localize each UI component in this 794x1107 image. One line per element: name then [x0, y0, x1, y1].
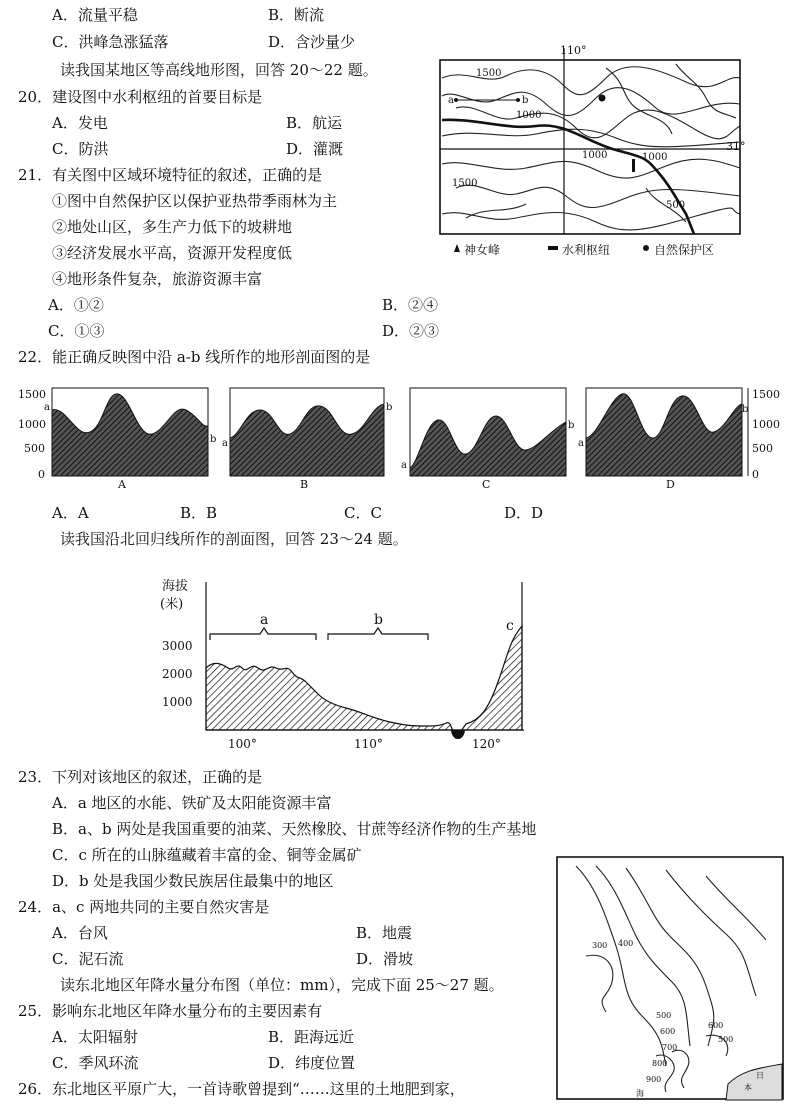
q24-option-a: A．台风 [52, 924, 108, 942]
sea-label-3: 海 [636, 1089, 644, 1098]
isoline-400: 400 [618, 939, 634, 948]
xtick-110: 110° [354, 737, 383, 751]
q25-option-c: C．季风环流 [52, 1054, 139, 1072]
profile-d-label-a: a [578, 438, 584, 449]
intro-23-24: 读我国沿北回归线所作的剖面图，回答 23～24 题。 [60, 530, 408, 548]
ytick-3000: 3000 [162, 639, 193, 653]
q21-statement-2: ②地处山区，多生产力低下的坡耕地 [52, 218, 293, 236]
q25-option-d: D．纬度位置 [268, 1054, 356, 1072]
profile-a-caption: A [118, 478, 126, 491]
legend-peak: 神女峰 [464, 243, 501, 257]
q25-option-b: B．距海远近 [268, 1028, 355, 1046]
dam-legend-icon [548, 246, 558, 250]
q19-option-c: C．洪峰急涨猛落 [52, 33, 169, 51]
profile-c-caption: C [482, 478, 491, 491]
profile-d-caption: D [666, 478, 675, 491]
profile-b [222, 388, 392, 491]
q20-option-b: B．航运 [286, 114, 343, 132]
contour-label-1000-mid: 1000 [582, 150, 608, 161]
intro-20-22: 读我国某地区等高线地形图，回答 20～22 题。 [60, 61, 378, 79]
nature-reserve-marker [599, 95, 606, 102]
profile-a-label-a: a [44, 402, 50, 413]
q21-option-d: D．②③ [382, 322, 440, 340]
q20-option-c: C．防洪 [52, 140, 109, 158]
region-c-label: c [506, 618, 514, 634]
q19-option-a: A．流量平稳 [52, 6, 138, 24]
sea-trench [451, 730, 465, 739]
point-b-marker [516, 98, 520, 102]
right-tick-1500: 1500 [752, 388, 780, 401]
q24-option-b: B．地震 [356, 924, 413, 942]
contour-label-500: 500 [666, 200, 686, 211]
region-a-label: a [260, 612, 269, 628]
isoline-600: 600 [660, 1027, 676, 1036]
reserve-legend-icon [643, 245, 649, 251]
q24-option-c: C．泥石流 [52, 950, 124, 968]
isoline-600-east: 600 [708, 1021, 724, 1030]
lon-label: 110° [560, 44, 587, 57]
q24-option-d: D．滑坡 [356, 950, 414, 968]
q21-statement-1: ①图中自然保护区以保护亚热带季雨林为主 [52, 192, 338, 210]
peak-icon [454, 244, 460, 252]
profile-options-figure [14, 380, 786, 492]
q23-option-d: D．b 处是我国少数民族居住最集中的地区 [52, 872, 334, 890]
q21-option-b: B．②④ [382, 296, 439, 314]
tropic-profile-figure [150, 572, 540, 752]
profile-b-label-a: a [222, 438, 228, 449]
q19-option-b: B．断流 [268, 6, 325, 24]
left-tick-500: 500 [24, 442, 45, 455]
right-tick-0: 0 [752, 468, 759, 481]
q23-option-a: A．a 地区的水能、铁矿及太阳能资源丰富 [52, 794, 332, 812]
q21-option-a: A．①② [48, 296, 104, 314]
legend-reserve: 自然保护区 [654, 243, 715, 257]
isoline-700: 700 [662, 1043, 678, 1052]
q22-option-a: A．A [52, 504, 89, 522]
isoline-500-east: 500 [718, 1035, 734, 1044]
profile-c-label-b: b [568, 420, 575, 431]
q26-stem: 26．东北地区平原广大，一首诗歌曾提到“……这里的土地肥到家， [18, 1080, 465, 1098]
profile-a-label-b: b [210, 434, 217, 445]
sea-label-2: 本 [744, 1083, 752, 1092]
terrain-profile [206, 626, 522, 738]
dam-marker [632, 159, 635, 172]
point-a-marker [454, 98, 458, 102]
ytick-1000: 1000 [162, 695, 193, 709]
right-tick-500: 500 [752, 442, 773, 455]
contour-label-1000-left: 1000 [516, 110, 542, 121]
q21-option-c: C．①③ [48, 322, 105, 340]
q22-option-c: C．C [344, 504, 382, 522]
q21-statement-3: ③经济发展水平高，资源开发程度低 [52, 244, 293, 262]
left-tick-0: 0 [38, 468, 45, 481]
q22-option-d: D．D [504, 504, 544, 522]
profile-a [44, 388, 216, 491]
q23-stem: 23．下列对该地区的叙述，正确的是 [18, 768, 263, 786]
xtick-120: 120° [472, 737, 501, 751]
lat-label: 31° [726, 140, 746, 153]
q20-stem: 20．建设图中水利枢纽的首要目标是 [18, 88, 263, 106]
profile-d-label-b: b [742, 404, 749, 415]
contour-label-1500-bottom: 1500 [452, 178, 478, 189]
region-b-label: b [374, 612, 383, 628]
ytick-2000: 2000 [162, 667, 193, 681]
q20-option-d: D．灌溉 [286, 140, 344, 158]
contour-lines [442, 64, 740, 230]
profile-c-label-a: a [401, 460, 407, 471]
intro-25-27: 读东北地区年降水量分布图（单位：mm），完成下面 25～27 题。 [60, 976, 504, 994]
profile-c [401, 388, 574, 491]
isoline-900: 900 [646, 1075, 662, 1084]
q22-option-b: B．B [180, 504, 218, 522]
q24-stem: 24．a、c 两地共同的主要自然灾害是 [18, 898, 270, 916]
q23-option-c: C．c 所在的山脉蕴藏着丰富的金、铜等金属矿 [52, 846, 362, 864]
q25-stem: 25．影响东北地区年降水量分布的主要因素有 [18, 1002, 323, 1020]
sea-label-1: 日 [756, 1071, 764, 1080]
ylabel-altitude: 海拔 [162, 579, 189, 594]
q19-option-d: D．含沙量少 [268, 33, 356, 51]
isoline-500: 500 [656, 1011, 672, 1020]
point-a-label: a [448, 95, 454, 106]
q22-stem: 22．能正确反映图中沿 a-b 线所作的地形剖面图的是 [18, 348, 371, 366]
ylabel-unit: (米) [160, 597, 184, 612]
profile-b-caption: B [300, 478, 309, 491]
isoline-800: 800 [652, 1059, 668, 1068]
left-tick-1000: 1000 [18, 418, 46, 431]
q25-option-a: A．太阳辐射 [52, 1028, 138, 1046]
right-tick-1000: 1000 [752, 418, 780, 431]
map-frame [557, 857, 783, 1099]
brace-b [328, 628, 428, 640]
contour-label-1000-right: 1000 [642, 152, 668, 163]
q20-option-a: A．发电 [52, 114, 108, 132]
left-tick-1500: 1500 [18, 388, 46, 401]
contour-label-1500-top: 1500 [476, 68, 502, 79]
brace-a [210, 628, 316, 640]
profile-d [578, 388, 748, 491]
legend-dam: 水利枢纽 [562, 243, 611, 257]
q21-stem: 21．有关图中区域环境特征的叙述，正确的是 [18, 166, 323, 184]
ne-precipitation-map [556, 856, 786, 1102]
isoline-300: 300 [592, 941, 608, 950]
contour-map-figure [436, 38, 748, 263]
q23-option-b: B．a、b 两处是我国重要的油菜、天然橡胶、甘蔗等经济作物的生产基地 [52, 820, 537, 838]
xtick-100: 100° [228, 737, 257, 751]
point-b-label: b [522, 95, 529, 106]
q21-statement-4: ④地形条件复杂，旅游资源丰富 [52, 270, 263, 288]
profile-b-label-b: b [386, 402, 393, 413]
